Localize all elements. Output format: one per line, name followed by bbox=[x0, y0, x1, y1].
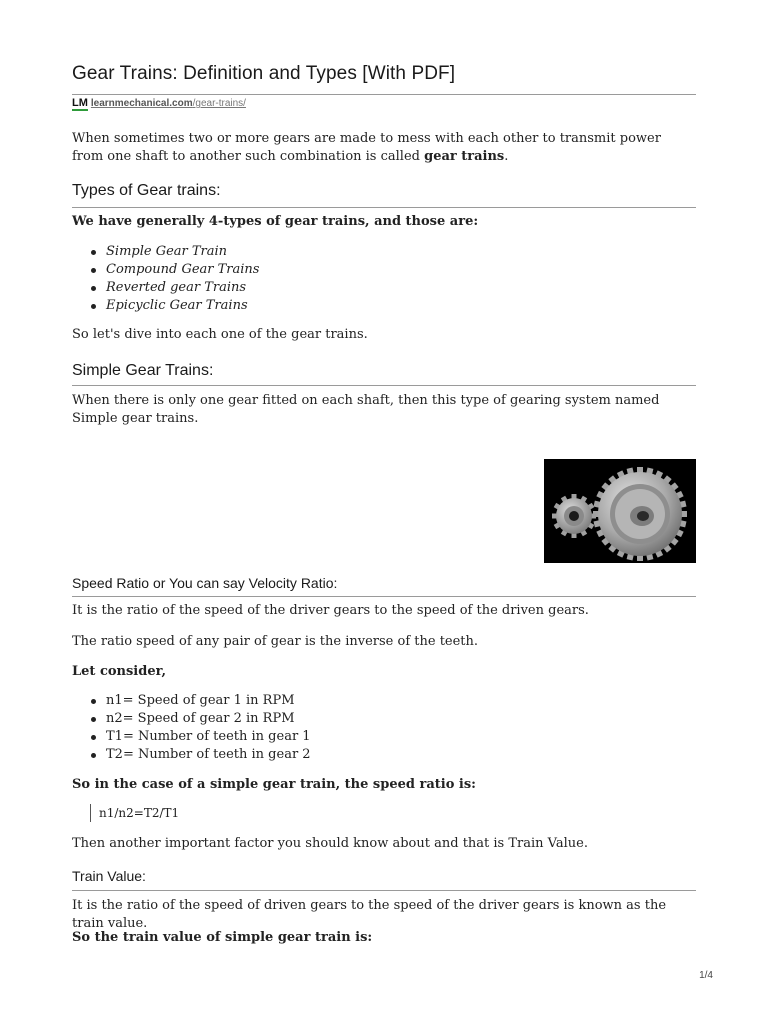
page-number: 1/4 bbox=[699, 970, 713, 981]
list-item: n2= Speed of gear 2 in RPM bbox=[106, 710, 730, 728]
train-value-heading: Train Value: bbox=[72, 868, 146, 884]
large-gear bbox=[593, 467, 687, 561]
list-item: Compound Gear Trains bbox=[106, 261, 730, 279]
types-list bbox=[72, 243, 730, 315]
types-lead: We have generally 4-types of gear trains, and those are: bbox=[72, 214, 479, 229]
speed-ratio-definition: It is the ratio of the speed of the driver gears to the speed of the driven gears. bbox=[72, 603, 589, 618]
types-heading: Types of Gear trains: bbox=[72, 182, 221, 199]
page-title: Gear Trains: Definition and Types [With PDF] bbox=[72, 63, 456, 84]
list-item: T2= Number of teeth in gear 2 bbox=[106, 746, 730, 764]
let-consider: Let consider, bbox=[72, 664, 167, 679]
site-logo: LM bbox=[72, 97, 88, 109]
train-value-lead: So the train value of simple gear train is: bbox=[72, 930, 373, 945]
simple-paragraph: When there is only one gear fitted on each shaft, then this type of gearing system named Simple gear trains. bbox=[72, 393, 660, 426]
speed-ratio-lead: So in the case of a simple gear train, the speed ratio is: bbox=[72, 777, 476, 792]
speed-ratio-formula: n1/n2=T2/T1 bbox=[90, 804, 179, 822]
list-item: Simple Gear Train bbox=[106, 243, 730, 261]
list-item: n1= Speed of gear 1 in RPM bbox=[106, 692, 730, 710]
source-line bbox=[72, 98, 246, 109]
train-value-intro: Then another important factor you should know about and that is Train Value. bbox=[72, 836, 588, 851]
dive-paragraph: So let's dive into each one of the gear trains. bbox=[72, 327, 368, 342]
speed-inverse-paragraph: The ratio speed of any pair of gear is the inverse of the teeth. bbox=[72, 634, 479, 649]
speed-ratio-heading: Speed Ratio or You can say Velocity Ratio: bbox=[72, 575, 338, 591]
simple-heading: Simple Gear Trains: bbox=[72, 362, 214, 379]
list-item: Reverted gear Trains bbox=[106, 279, 730, 297]
intro-paragraph: When sometimes two or more gears are made to mess with each other to transmit power from one shaft to another such combination is called gear trains. bbox=[72, 131, 661, 164]
gears-illustration bbox=[544, 459, 696, 563]
gear-image bbox=[544, 459, 696, 563]
list-item: T1= Number of teeth in gear 1 bbox=[106, 728, 730, 746]
train-value-definition: It is the ratio of the speed of driven gears to the speed of the driver gears is known as the train value. bbox=[72, 898, 667, 931]
small-gear bbox=[552, 494, 596, 538]
source-link[interactable]: learnmechanical.com/gear-trains/ bbox=[90, 98, 246, 109]
train-value-divider bbox=[72, 890, 696, 891]
types-divider bbox=[72, 207, 696, 208]
speed-ratio-divider bbox=[72, 596, 696, 597]
title-divider bbox=[72, 94, 696, 95]
list-item: Epicyclic Gear Trains bbox=[106, 297, 730, 315]
variables-list bbox=[72, 692, 730, 764]
simple-divider bbox=[72, 385, 696, 386]
